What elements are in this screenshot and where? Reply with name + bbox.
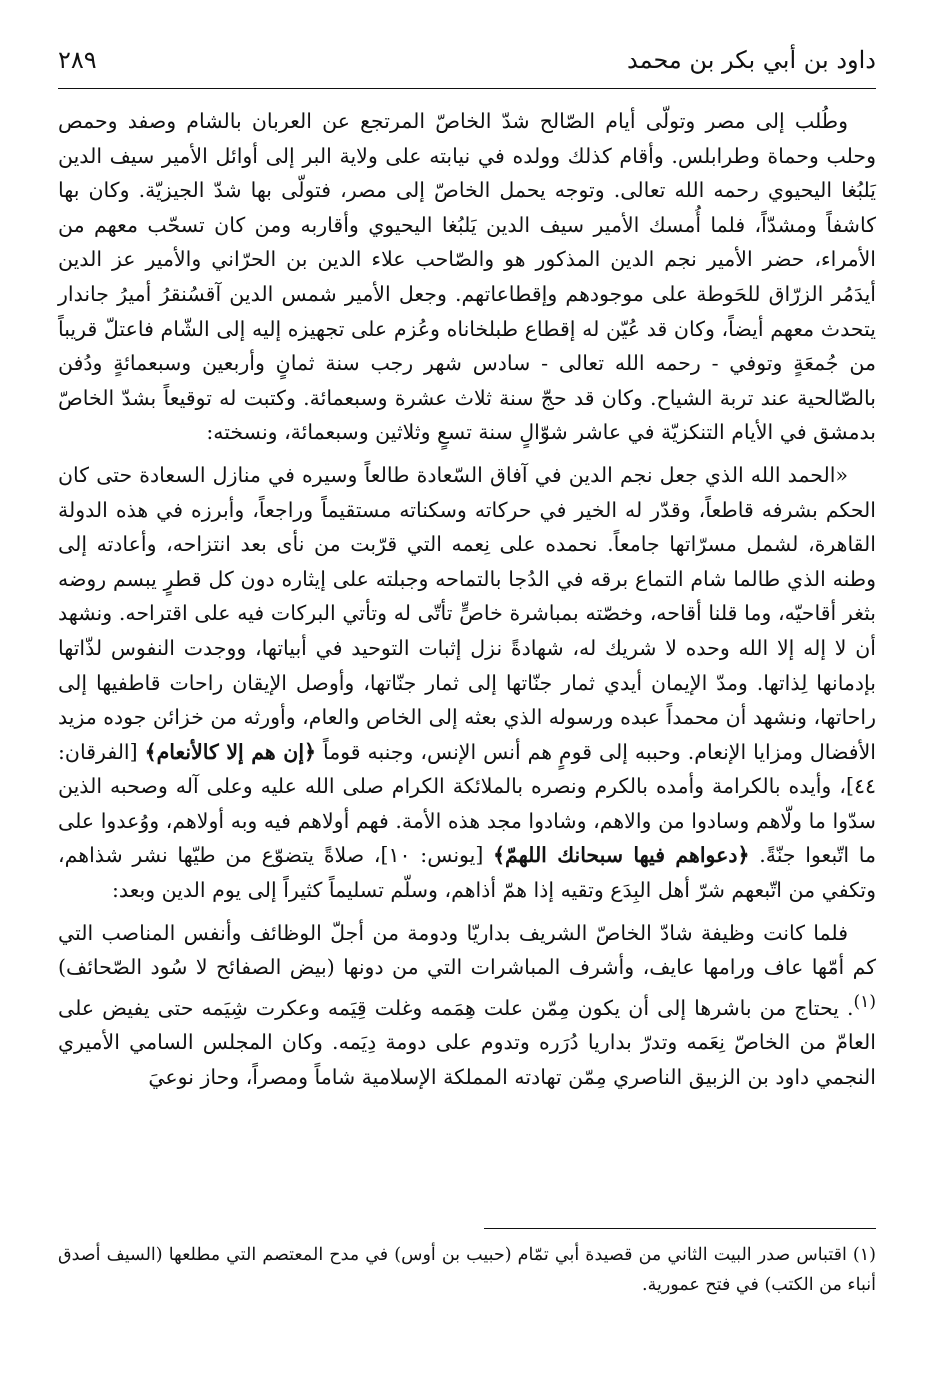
verse-reference-furqan: [الفرقان: ٤٤]،: [58, 739, 876, 799]
footnote-1: (١) اقتباس صدر البيت الثاني من قصيدة أبي تمّام (حبيب بن أوس) في مدح المعتصم التي مطلعها (السيف أصدق أنباء من الكتب) في فتح عمورية.: [58, 1245, 876, 1295]
footnotes: [58, 1240, 876, 1300]
page-number: ٢٨٩: [58, 46, 97, 74]
quran-verse-yunus: ﴿دعواهم فيها سبحانك اللهمّ﴾: [493, 843, 750, 868]
appointment-text-2: . يحتاج من باشرها إلى أن يكون مِمّن علت هِمَمه وغلت قِيَمه وعكرت شِيَمه حتى يفيض على العامّ من الخاصّ نِعَمه وتدرّ بداريا دُرَره وتدوم على دومة دِيَمه. وكان المجلس السامي الأميري النجمي داود بن الزبيق الناصري مِمّن تهادته المملكة الإسلامية شاماً ومصراً، وحاز نوعيَ: [58, 995, 876, 1089]
running-header: [58, 40, 876, 80]
quran-verse-furqan: ﴿إن هم إلا كالأنعام﴾: [144, 739, 317, 764]
main-text: [58, 104, 876, 1102]
paragraph-appointment: [58, 916, 876, 1095]
preamble-text-1: «الحمد الله الذي جعل نجم الدين في آفاق السّعادة طالعاً وسيره في منازل السعادة حتى كان الحكم بشرفه قاطعاً، وقدّر له الخير في حركاته وسكناته مستقيماً وراجعاً، وأبرزه في هذه الدولة القاهرة، لشمل مسرّاتها جامعاً. نحمده على نِعمه التي قرّبت من نأى بعد انتزاحه، وأعادته إلى وطنه الذي طالما شام التماع برقه في الدُجا بالتماحه وجبلته على إيثاره دون كل قطرٍ يبسم روضه بثغر أقاحيّه، وما قلنا أقاحه، وخصّته بمباشرة خاصٍّ تأتّى له وتأتي البركات فيه على اقتراحه. ونشهد أن لا إله إلا الله وحده لا شريك له، شهادةً نزل إثبات التوحيد في أبياتها، ووجدت النفوس لذّاتها بإدمانها لِذاتها. ومدّ الإيمان أيدي ثمار جنّاتها إلى ثمار جنّاتها، وأوصل الإيقان راحات قاطفيها إلى راحاتها، ونشهد أن محمداً عبده ورسوله الذي بعثه إلى الخاص والعام، وأورثه من خزائن جوده مزيد الأفضال ومزايا الإنعام. وحببه إلى قومٍ هم أنس الإنس، وجنبه قوماً: [58, 462, 876, 764]
paragraph-biography: وطُلب إلى مصر وتولّى أيام الصّالح شدّ الخاصّ المرتجع عن العربان بالشام وصفد وحمص وحلب وحماة وطرابلس. وأقام كذلك وولده في نيابته على ولاية البر إلى أوائل الأمير سيف الدين يَلبُغا اليحيوي رحمه الله تعالى. وتوجه يحمل الخاصّ إلى مصر، فتولّى بها شدّ الجيزيّة. وكان بها كاشفاً ومشدّاً، فلما أُمسك الأمير سيف الدين يَلبُغا اليحيوي وأقاربه ومن كان تسحّب معهم من الأمراء، حضر الأمير نجم الدين المذكور هو والصّاحب علاء الدين بن الحرّاني والأمير عز الدين أيدَمُر الزرّاق للحَوطة على موجودهم وإقطاعاتهم. وجعل الأمير شمس الدين آقسُنقرُ أميرُ جاندار يتحدث معهم أيضاً، وكان قد عُيّن له إقطاع طبلخاناه وعُزم على تجهيزه إليه إلى الشّام فاعتلّ قريباً من جُمعَةٍ وتوفي - رحمه الله تعالى - سادس شهر رجب سنة ثمانٍ وأربعين وسبعمائةٍ ودُفن بالصّالحية عند تربة الشياح. وكان قد حجّ سنة ثلاث عشرة وسبعمائة. وكتبت له توقيعاً بشدّ الخاصّ بدمشق في الأيام التنكزيّة في عاشر شوّالٍ سنة تسعٍ وثلاثين وسبعمائة، ونسخته:: [58, 109, 876, 445]
paragraph-document-preamble: [58, 458, 876, 908]
header-divider: [58, 88, 876, 89]
preamble-text-3: صلاةً يتضوّع من طيّها نشر شذاهم، وتكفي من اتّبعهم شرّ أهل البِدَع وتقيه إذا همّ أذاهم، وسلّم تسليماً كثيراً إلى يوم الدين وبعد:: [58, 843, 876, 903]
appointment-text-1: فلما كانت وظيفة شادّ الخاصّ الشريف بداريّا ودومة من أجلّ الوظائف وأنفس المناصب التي كم أمّها عاف ورامها عايف، وأشرف المباشرات التي من دونها (بيض الصفائح لا سُود الصّحائف): [58, 920, 876, 980]
running-title: داود بن أبي بكر بن محمد: [626, 46, 876, 74]
footnote-marker: (١): [853, 991, 876, 1012]
preamble-text-2: وأيده بالكرامة وأمده بالكرم ونصره بالملائكة الكرام صلى الله عليه وعلى آله وصحبه الذين سدّوا ما ولّاهم وسادوا من والاهم، وشادوا مجد هذه الأمة. فهم أولاهم فيه وبه أولاهم، ووُعدوا على ما اتّبعوا جنّةً.: [58, 774, 876, 868]
footnote-divider: [484, 1228, 876, 1229]
verse-reference-yunus: [يونس: ١٠]،: [373, 843, 484, 868]
